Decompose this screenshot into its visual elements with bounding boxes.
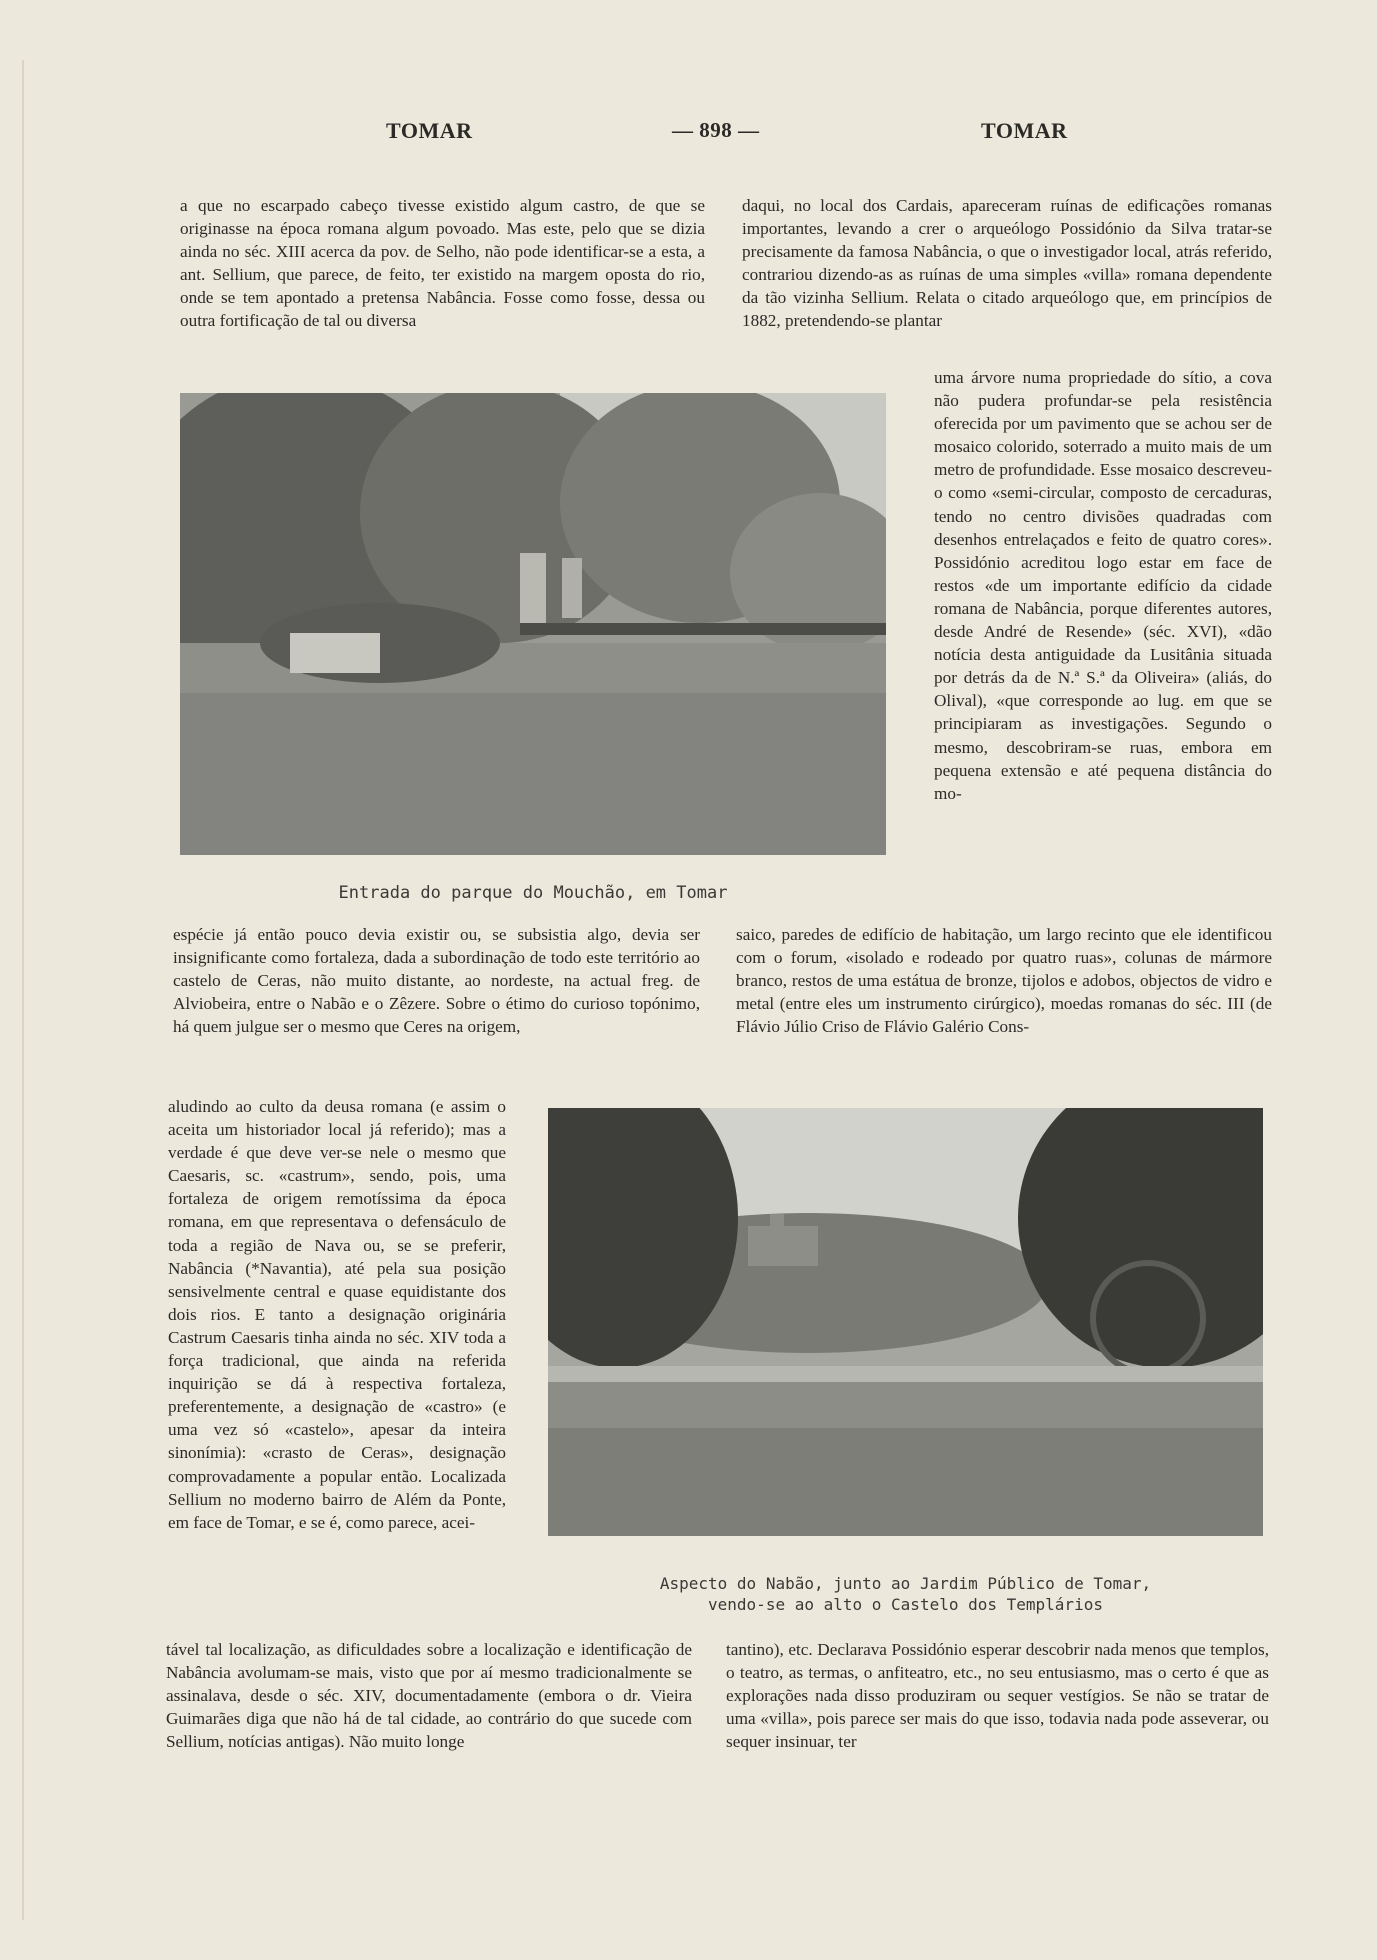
paragraph: tantino), etc. Declarava Possidónio esperar descobrir nada menos que templos, o teatro, as termas, o anfiteatro, etc., no seu entusiasmo, mas o certo é que as explorações nada disso produziram ou sequer vestígios. Se não se tratar de uma «villa», pois parece ser mais do que isso, todavia nada pode asseverar, ou sequer insinuar, ter [726, 1640, 1269, 1752]
paragraph: a que no escarpado cabeço tivesse existido algum castro, de que se originasse na época romana algum povoado. Mas este, pelo que se dizia ainda no séc. XIII acerca da pov. de Selho, não pode identificar-se a esta, a ant. Sellium, que parece, de feito, ter existido na margem oposta do rio, onde se tem apontado a pretensa Nabância. Fosse como fosse, dessa ou outra fortificação de tal ou diversa [180, 196, 705, 331]
caption-photo-2-line-1: Aspecto do Nabão, junto ao Jardim Público de Tomar, [659, 1574, 1152, 1593]
paragraph: daqui, no local dos Cardais, apareceram ruínas de edificações romanas importantes, levando a crer o arqueólogo Possidónio da Silva tratar-se precisamente da famosa Nabância, o que o investigador local, atrás referido, contrariou dizendo-as as ruínas de uma simples «villa» romana dependente da tão vizinha Sellium. Relata o citado arqueólogo que, em princípios de 1882, pretendendo-se plantar [742, 196, 1272, 331]
photo-mouchao-park [180, 393, 886, 855]
col1-narrow-text [168, 1095, 506, 1534]
col1-bottom-text [166, 1638, 692, 1753]
caption-photo-1: Entrada do parque do Mouchão, em Tomar [338, 883, 728, 903]
photo-mouchao-image [180, 393, 886, 855]
photo-nabao-image [548, 1108, 1263, 1536]
col2-mid-text [736, 923, 1272, 1038]
caption-photo-2 [548, 1573, 1263, 1615]
photo-nabao-river [548, 1108, 1263, 1536]
col1-top-text [180, 194, 705, 333]
paragraph: saico, paredes de edifício de habitação, um largo recinto que ele identificou com o forum, «isolado e rodeado por quatro ruas», colunas de mármore branco, restos de uma estátua de bronze, tijolos e adobos, objectos de vidro e metal (entre eles um instrumento cirúrgico), moedas romanas do séc. III (de Flávio Júlio Criso de Flávio Galério Cons- [736, 925, 1272, 1037]
col1-mid-text [173, 923, 700, 1038]
paragraph: tável tal localização, as dificuldades sobre a localização e identificação de Nabância avolumam-se mais, visto que por aí mesmo tradicionalmente se assinalava, desde o séc. XIV, documentadamente (embora o dr. Vieira Guimarães diga que não há de tal cidade, ao contrário do que sucede com Sellium, notícias antigas). Não muito longe [166, 1640, 692, 1752]
paragraph: espécie já então pouco devia existir ou, se subsistia algo, devia ser insignificante como fortaleza, dada a subordinação de todo este território ao castelo de Ceras, não muito distante, ao nordeste, na actual freg. de Alviobeira, entre o Nabão e o Zêzere. Sobre o étimo do curioso topónimo, há quem julgue ser o mesmo que Ceres na origem, [173, 925, 700, 1037]
col2-bottom-text [726, 1638, 1269, 1753]
page-number: — 898 — [672, 118, 760, 142]
caption-photo-2-line-2: vendo-se ao alto o Castelo dos Templários [708, 1595, 1103, 1614]
col2-narrow-text [934, 366, 1272, 805]
header-left: ТОМАR [386, 118, 473, 143]
paragraph: uma árvore numa propriedade do sítio, a cova não pudera profundar-se pela resistência oferecida por um pavimento que se achou ser de mosaico colorido, soterrado a muito mais de um metro de profundidade. Esse mosaico descreveu-o como «semi-circular, composto de cercaduras, tendo no centro divisões quadradas com desenhos entrelaçados e feito de quatro cores». Possidónio acreditou logo estar em face de restos «de um importante edifício da cidade romana de Nabância, porque diferentes autores, desde André de Resende» (séc. XVI), «dão notícia desta antiguidade da Lusitânia situada por detrás da de N.ª S.ª da Oliveira» (aliás, do Olival), «que corresponde ao lug. em que se principiaram as investigações. Segundo o mesmo, descobriram-se ruas, embora em pequena extensão e até pequena distância do mo- [934, 368, 1272, 803]
col2-top-text [742, 194, 1272, 333]
paragraph: aludindo ao culto da deusa romana (e assim o aceita um historiador local já referido); mas a verdade é que deve ver-se nele o mesmo que Caesaris, sc. «castrum», sendo, pois, uma fortaleza de origem remotíssima da época romana, em que representava o defensáculo de toda a região de Nava ou, se se preferir, Nabância (*Navantia), até pela sua posição sensivelmente central e quase equidistante dos dois rios. E tanto a designação originária Castrum Caesaris tinha ainda no séc. XIV toda a força tradicional, que ainda na referida inquirição se dá à respectiva fortaleza, preferentemente, a designação de «castro» (e uma vez só «castelo», apesar da inteira sinonímia): «crasto de Ceras», designação comprovadamente a popular então. Localizada Sellium no moderno bairro de Além da Ponte, em face de Tomar, e se é, como parece, acei- [168, 1097, 506, 1532]
page-edge [22, 60, 24, 1920]
header-right: ТОМАR [981, 118, 1068, 143]
